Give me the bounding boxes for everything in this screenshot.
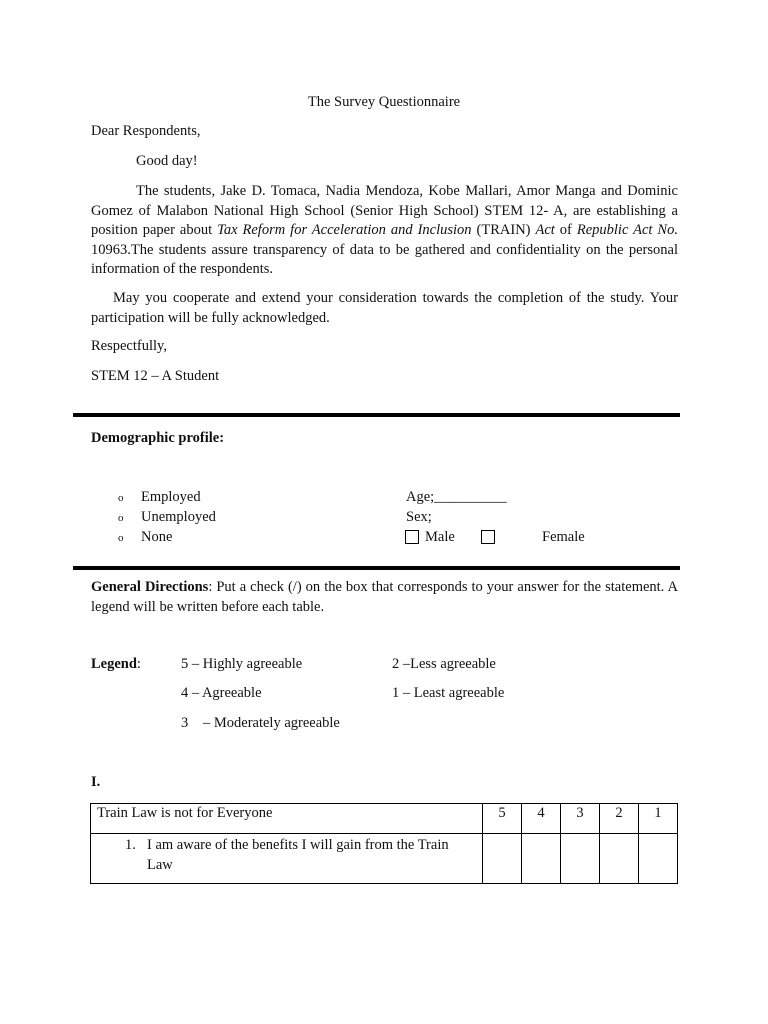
- directions-text: : Put a check (/) on the box that corresponds to your answer for the statement. A legend will be written before each table.: [91, 579, 678, 615]
- directions-label: General Directions: [91, 579, 209, 595]
- intro-text: of: [554, 222, 577, 238]
- closing: Respectfully,: [91, 338, 167, 354]
- legend-item: 2 –Less agreeable: [392, 656, 496, 672]
- section-divider: [73, 566, 680, 570]
- demographic-heading: Demographic profile:: [91, 430, 225, 446]
- greeting: Good day!: [136, 153, 198, 169]
- female-checkbox[interactable]: [481, 530, 495, 544]
- question-number: 1.: [125, 837, 136, 853]
- table-row: [91, 834, 678, 884]
- legend-item: 1 – Least agreeable: [392, 685, 505, 701]
- scale-header-5: 5: [483, 804, 522, 834]
- section-number: I.: [91, 774, 101, 790]
- bullet-icon: o: [118, 492, 124, 504]
- scale-header-2: 2: [600, 804, 639, 834]
- salutation: Dear Respondents,: [91, 123, 201, 139]
- table-header-row: [91, 804, 678, 834]
- age-field[interactable]: Age;__________: [406, 489, 507, 505]
- option-none[interactable]: None: [141, 529, 173, 545]
- legend-item: – Moderately agreeable: [203, 715, 340, 731]
- legend-item: 4 – Agreeable: [181, 685, 262, 701]
- intro-text: 10963.The students assure transparency of data to be gathered and confidentiality on the personal information of the respondents.: [91, 241, 678, 277]
- section-divider: [73, 413, 680, 417]
- bullet-icon: o: [118, 512, 124, 524]
- intro-law-name: Tax Reform for Acceleration and Inclusion: [217, 222, 472, 238]
- answer-cell-3[interactable]: [561, 834, 600, 884]
- document-title: The Survey Questionnaire: [307, 94, 461, 110]
- intro-text: (TRAIN): [471, 222, 536, 238]
- intro-act: Act: [535, 222, 555, 238]
- option-unemployed[interactable]: Unemployed: [141, 509, 216, 525]
- scale-header-1: 1: [639, 804, 678, 834]
- sex-label: Sex;: [406, 509, 432, 525]
- survey-table: [90, 803, 678, 884]
- signature: STEM 12 – A Student: [91, 368, 220, 384]
- question-cell: [91, 834, 483, 884]
- male-checkbox[interactable]: [405, 530, 419, 544]
- question-text: I am aware of the benefits I will gain from the Train Law: [147, 837, 449, 873]
- cooperation-paragraph: May you cooperate and extend your consideration towards the completion of the study. Your participation will be fully acknowledged.: [91, 290, 678, 326]
- answer-cell-4[interactable]: [522, 834, 561, 884]
- option-employed[interactable]: Employed: [141, 489, 201, 505]
- intro-paragraph: [91, 182, 678, 280]
- legend-item-number: 3: [181, 715, 189, 731]
- answer-cell-2[interactable]: [600, 834, 639, 884]
- legend-label: Legend:: [91, 656, 141, 672]
- bullet-icon: o: [118, 532, 124, 544]
- intro-republic-act: Republic Act No.: [576, 222, 678, 238]
- scale-header-4: 4: [522, 804, 561, 834]
- legend-item: 5 – Highly agreeable: [181, 656, 303, 672]
- general-directions: [91, 578, 678, 617]
- answer-cell-5[interactable]: [483, 834, 522, 884]
- male-label: Male: [425, 529, 455, 545]
- table-header-title: Train Law is not for Everyone: [91, 804, 483, 834]
- scale-header-3: 3: [561, 804, 600, 834]
- intro-text: The students, Jake D. Tomaca, Nadia Mendoza, Kobe Mallari, Amor Manga and Dominic Gomez of Malabon National High School (Senior High School) STEM 12- A, are establishing a position paper about: [91, 183, 678, 238]
- answer-cell-1[interactable]: [639, 834, 678, 884]
- female-label: Female: [542, 529, 585, 545]
